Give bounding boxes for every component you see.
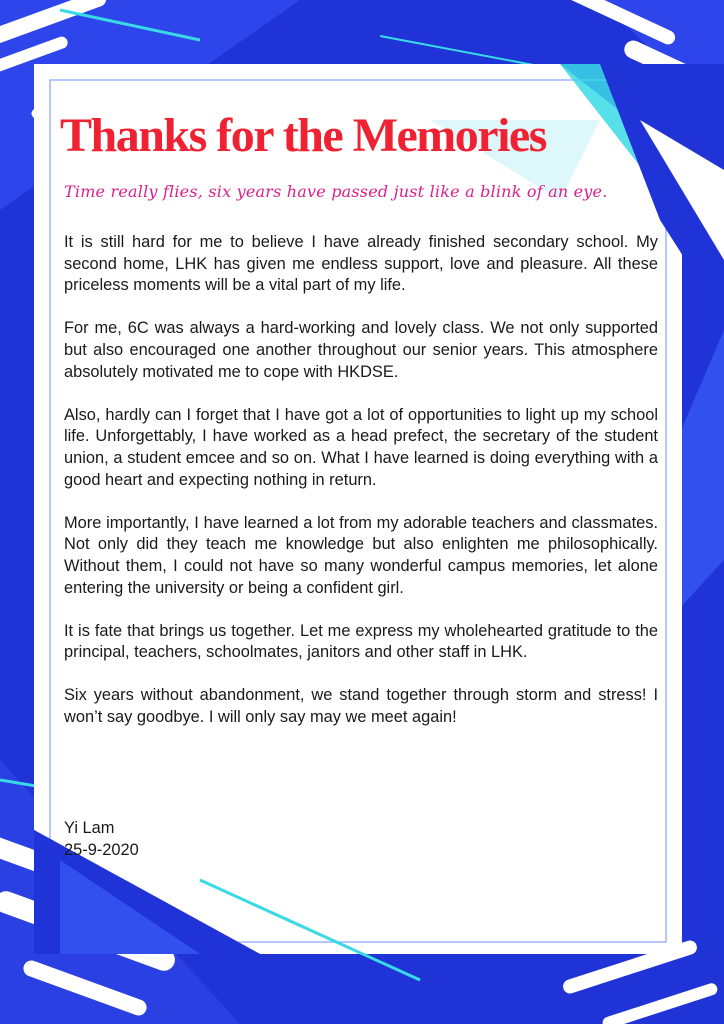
- signature-date: 25-9-2020: [64, 840, 139, 859]
- paragraph-4: More importantly, I have learned a lot from my adorable teachers and classmates. Not only did they teach me knowledge but also enlighten me philosophically. Without them, I could not have so many wonderful campus memories, let alone entering the university or being a confident girl.: [64, 513, 658, 597]
- letter-body: [64, 232, 658, 750]
- paragraph-2: For me, 6C was always a hard-working and lovely class. We not only supported but also encouraged one another throughout our senior years. This atmosphere absolutely motivated me to cope with HKDSE.: [64, 319, 658, 381]
- paragraph-3: Also, hardly can I forget that I have got a lot of opportunities to light up my school life. Unforgettably, I have worked as a head prefect, the secretary of the student union, a student emcee and so on. What I have learned is doing everything with a good heart and expecting nothing in return.: [64, 405, 658, 489]
- paragraph-1: It is still hard for me to believe I have already finished secondary school. My second home, LHK has given me endless support, love and pleasure. All these priceless moments will be a vital part of my life.: [64, 233, 658, 295]
- letter-title: Thanks for the Memories: [60, 109, 546, 162]
- signature-block: [64, 818, 139, 861]
- signature-name: Yi Lam: [64, 819, 115, 837]
- letter-subtitle: Time really flies, six years have passed just like a blink of an eye.: [64, 182, 608, 201]
- paragraph-6: Six years without abandonment, we stand together through storm and stress! I won’t say goodbye. I will only say may we meet again!: [64, 686, 658, 727]
- paragraph-5: It is fate that brings us together. Let me express my wholehearted gratitude to the principal, teachers, schoolmates, janitors and other staff in LHK.: [64, 621, 658, 662]
